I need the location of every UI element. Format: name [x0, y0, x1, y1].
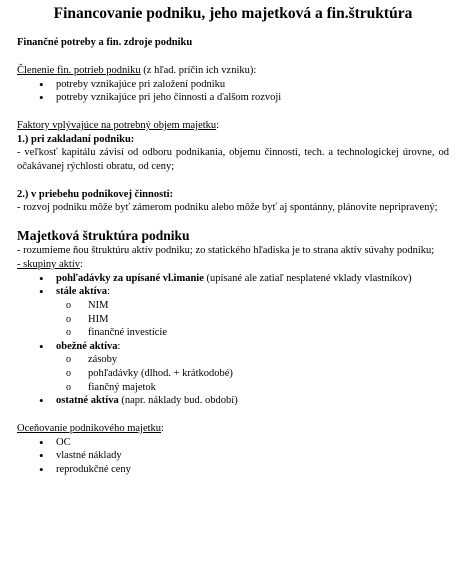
- sub-item: o pohľadávky (dlhod. + krátkodobé): [66, 367, 449, 381]
- list-item-stale-aktiva: [35, 285, 449, 299]
- skupiny-list: [17, 272, 449, 299]
- faktory-line: [17, 119, 449, 133]
- group-name: obežné aktíva: [56, 340, 118, 352]
- clenenie-suffix: (z hľad. príčin ich vzniku):: [140, 65, 257, 77]
- faktory-point1-text: - veľkosť kapitálu závisí od odboru podnikania, objemu činnosti, tech. a technologickej úrovne, od očakávanej rýchlosti obratu, od ceny;: [17, 147, 449, 172]
- clenenie-list: [17, 78, 449, 105]
- group-note: :: [107, 286, 110, 298]
- sub-item: o HIM: [66, 313, 449, 327]
- skupiny-list-cont: [17, 340, 449, 354]
- group-note: (upísané ale zatiaľ nesplatené vklady vlastníkov): [203, 272, 412, 284]
- clenenie-label: Členenie fin. potrieb podniku: [17, 65, 141, 77]
- skupiny-suffix: :: [80, 258, 83, 270]
- faktory-point2-text: - rozvoj podniku môže byť zámerom podniku alebo môže byť aj spontánny, plánovite nepripravený;: [17, 202, 438, 214]
- faktory-label: Faktory vplývajúce na potrebný objem majetku: [17, 119, 217, 131]
- sub-item: o NIM: [66, 299, 449, 313]
- group-name: ostatné aktíva: [56, 395, 119, 407]
- sub-item: o finančné investície: [66, 326, 449, 340]
- sub-item: o fiančný majetok: [66, 381, 449, 395]
- ocenovanie-suffix: :: [161, 423, 164, 435]
- group-name: pohľadávky za upísané vl.imanie: [56, 272, 204, 284]
- faktory-point1-heading: 1.) pri zakladaní podniku:: [17, 133, 135, 145]
- skupiny-label: - skupiny aktív: [17, 258, 80, 270]
- list-item-obezne-aktiva: [35, 340, 449, 354]
- ocenovanie-label: Oceňovanie podnikového majetku: [17, 423, 162, 435]
- ocenovanie-line: [17, 422, 449, 436]
- page-title: Financovanie podniku, jeho majetková a fin.štruktúra: [53, 5, 413, 22]
- list-item-pohladavky-vi: [35, 272, 449, 286]
- section-heading-financne-potreby: Finančné potreby a fin. zdroje podniku: [17, 37, 193, 49]
- ocenovanie-list: [17, 436, 449, 477]
- clenenie-line: [17, 64, 449, 78]
- list-item: • OC: [35, 436, 449, 450]
- sub-item: o zásoby: [66, 353, 449, 367]
- list-item-ostatne-aktiva: [35, 394, 449, 408]
- group-note: (napr. náklady bud. období): [118, 395, 238, 407]
- group-name: stále aktíva: [56, 286, 108, 298]
- majetkova-intro: - rozumieme ňou štruktúru aktív podniku; zo statického hľadiska je to strana aktív súvahy podniku;: [17, 245, 435, 257]
- stale-aktiva-sublist: [17, 299, 449, 340]
- group-note: :: [117, 340, 121, 352]
- majetkova-heading: Majetková štruktúra podniku: [17, 227, 190, 243]
- skupiny-list-end: [17, 394, 449, 408]
- obezne-aktiva-sublist: [17, 353, 449, 394]
- list-item: • potreby vznikajúce pri jeho činnosti a ďalšom rozvoji: [35, 91, 449, 105]
- list-item: • potreby vznikajúce pri založení podniku: [35, 78, 449, 92]
- skupiny-line: [17, 258, 449, 272]
- faktory-point2-heading: 2.) v priebehu podnikovej činnosti:: [17, 188, 174, 200]
- list-item: • vlastné náklady: [35, 449, 449, 463]
- list-item: • reprodukčné ceny: [35, 463, 449, 477]
- faktory-suffix: :: [216, 119, 220, 131]
